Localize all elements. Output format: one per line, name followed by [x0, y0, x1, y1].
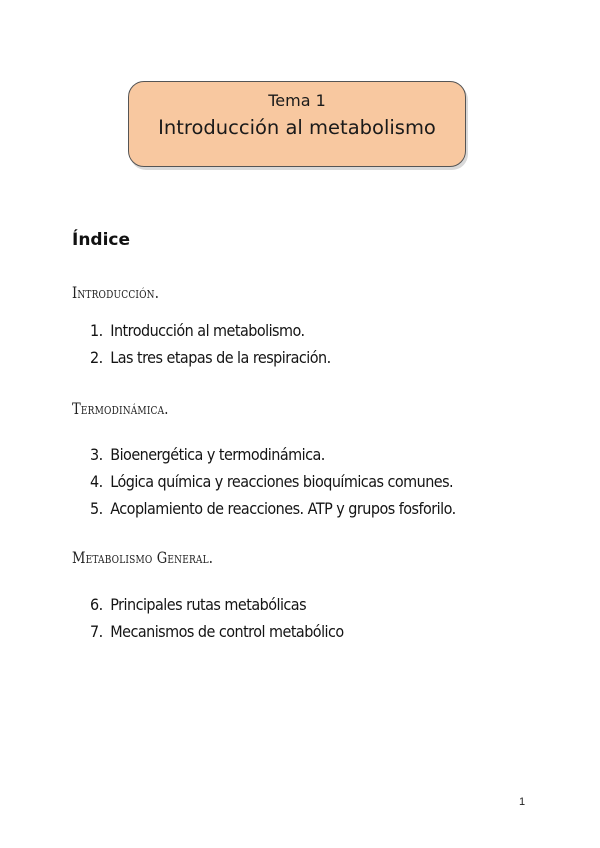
- list-item: [90, 441, 456, 468]
- list-item: [90, 618, 344, 645]
- section-heading-introduccion: Introducción.: [72, 283, 160, 302]
- list-item: [90, 468, 456, 495]
- section-heading-termodinamica: Termodinámica.: [72, 399, 169, 418]
- list-item: [90, 495, 456, 522]
- item-number: 6.: [90, 595, 103, 614]
- item-number: 1.: [90, 321, 103, 340]
- item-text: Bioenergética y termodinámica.: [110, 445, 325, 464]
- section-list-introduccion: [90, 317, 357, 371]
- item-text: Mecanismos de control metabólico: [110, 622, 344, 641]
- item-number: 5.: [90, 499, 103, 518]
- item-text: Las tres etapas de la respiración.: [110, 348, 331, 367]
- item-text: Principales rutas metabólicas: [110, 595, 307, 614]
- index-heading: Índice: [72, 230, 131, 250]
- item-number: 4.: [90, 472, 103, 491]
- item-text: Acoplamiento de reacciones. ATP y grupos fosforilo.: [110, 499, 456, 518]
- item-number: 7.: [90, 622, 103, 641]
- list-item: [90, 317, 331, 344]
- list-item: [90, 591, 344, 618]
- section-heading-metabolismo-general: Metabolismo General.: [72, 548, 214, 567]
- item-number: 2.: [90, 348, 103, 367]
- item-text: Introducción al metabolismo.: [110, 321, 305, 340]
- list-item: [90, 344, 331, 371]
- page-number: 1: [519, 796, 526, 808]
- page-title: Introducción al metabolismo: [158, 116, 436, 139]
- title-box: [128, 81, 466, 167]
- section-list-termodinamica: [90, 441, 496, 522]
- section-list-metabolismo-general: [90, 591, 372, 645]
- item-number: 3.: [90, 445, 103, 464]
- item-text: Lógica química y reacciones bioquímicas comunes.: [110, 472, 454, 491]
- topic-label: Tema 1: [268, 91, 326, 110]
